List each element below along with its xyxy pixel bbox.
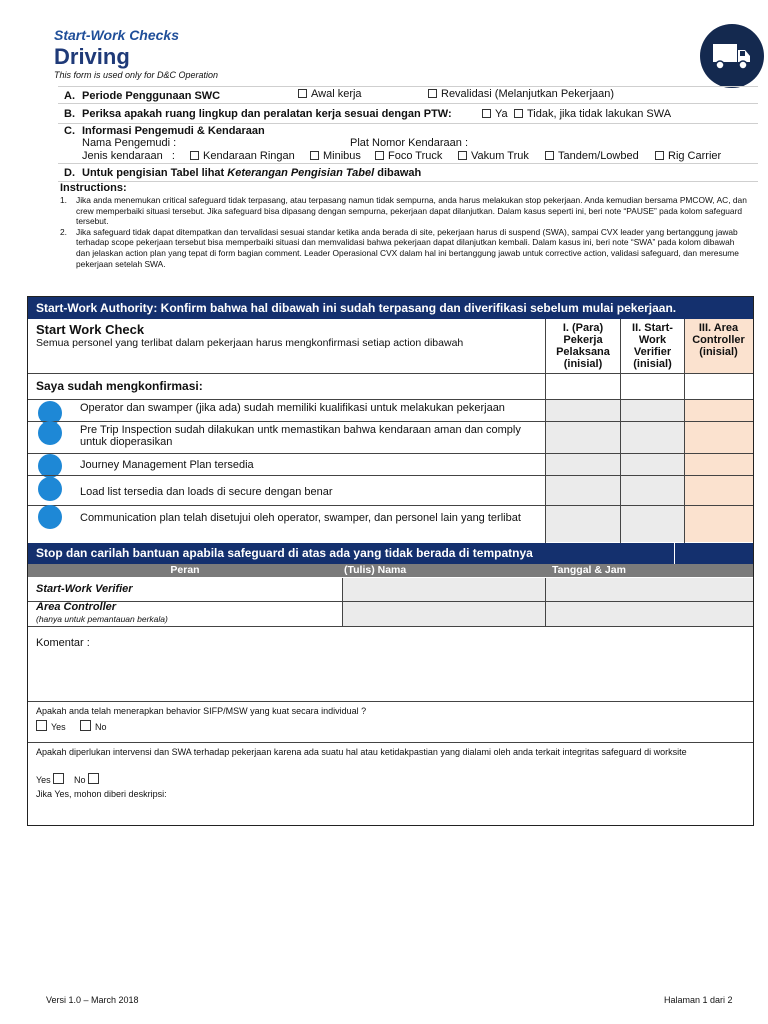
q1-yes-option[interactable]: Yes: [36, 720, 66, 732]
stop-bar: Stop dan carilah bantuan apabila safeguard di atas ada yang tidak berada di tempatnya: [28, 543, 753, 564]
page-number: Halaman 1 dari 2: [664, 995, 733, 1005]
truck-badge: [700, 24, 764, 88]
divider: [342, 578, 343, 626]
checkbox[interactable]: [310, 151, 319, 160]
section-b-label: Periksa apakah ruang lingkup dan peralatan kerja sesuai dengan PTW:: [82, 108, 452, 120]
question-sifp: Apakah anda telah menerapkan behavior SIFP/MSW yang kuat secara individual ?: [36, 706, 367, 716]
divider: [28, 742, 753, 743]
divider: [28, 421, 753, 422]
option-awal-kerja[interactable]: Awal kerja: [298, 88, 362, 100]
check-bullet-icon: [38, 421, 62, 445]
divider: [28, 626, 753, 627]
divider: [28, 373, 753, 374]
controller-role: Area Controller: [36, 601, 117, 613]
description-label: Jika Yes, mohon diberi deskripsi:: [36, 789, 167, 799]
authority-bar: Start-Work Authority: Konfirm bahwa hal dibawah ini sudah terpasang dan diverifikasi sebelum mulai pekerjaan.: [28, 297, 753, 319]
divider: [684, 319, 685, 543]
section-d: [58, 164, 758, 182]
instructions-title: Instructions:: [60, 182, 127, 194]
col-header-verifier: II. Start- Work Verifier (inisial): [632, 322, 673, 370]
start-work-check-subtitle: Semua personel yang terlibat dalam pekerjaan harus mengkonfirmasi setiap action dibawah: [36, 337, 464, 349]
version-label: Versi 1.0 – March 2018: [46, 995, 139, 1005]
section-letter: C.: [64, 125, 75, 137]
divider: [28, 505, 753, 506]
header-nama: (Tulis) Nama: [344, 564, 407, 576]
section-c-label: Informasi Pengemudi & Kendaraan: [82, 125, 265, 137]
page-title: Driving: [54, 44, 130, 69]
instructions-list: [60, 195, 750, 269]
controller-note: (hanya untuk pemantauan berkala): [36, 614, 168, 624]
description-field[interactable]: [28, 802, 753, 825]
q2-yes-option[interactable]: Yes: [36, 773, 68, 785]
section-letter: A.: [64, 90, 75, 102]
comment-field[interactable]: [28, 652, 753, 700]
divider: [545, 319, 546, 543]
checkbox[interactable]: [80, 720, 91, 731]
start-work-check-title: Start Work Check: [36, 322, 145, 337]
check-bullet-icon: [38, 505, 62, 529]
confirm-label: Saya sudah mengkonfirmasi:: [36, 379, 203, 393]
type-tandem-lowbed[interactable]: Tandem/Lowbed: [545, 150, 639, 162]
plate-number-label: Plat Nomor Kendaraan :: [350, 137, 469, 149]
check-item: Journey Management Plan tersedia: [80, 459, 254, 471]
q2-no-option[interactable]: No: [74, 773, 103, 785]
divider: [28, 453, 753, 454]
start-work-table: [27, 296, 754, 826]
type-vakum-truk[interactable]: Vakum Truk: [458, 150, 529, 162]
header-tanggal: Tanggal & Jam: [552, 564, 626, 576]
checkbox[interactable]: [458, 151, 467, 160]
driver-name-label: Nama Pengemudi :: [82, 137, 177, 149]
option-ya[interactable]: Ya: [482, 108, 508, 120]
type-foco-truck[interactable]: Foco Truck: [375, 150, 442, 162]
check-bullet-icon: [38, 477, 62, 501]
instruction-item: 2. Jika safeguard tidak dapat ditempatkan dan tervalidasi sesuai standar ketika anda berada di site, pekerjaan harus di suspend (SWA), sampai CVX leader yang bertanggung jawab terhadap scope pekerjaan tersebut bisa memperbaiki situasi dan memvalidasi bahwa pekerjaan dapat dilanjutkan kembali. Dalam kasus ini, beri note “SWA” pada kolom dibawah dan jelaskan action plan yang tepat di form bagian comment. Leader Operasional CVX dalam hal ini bertanggung jawab untuk corrective action, validasi safeguard, dan meresume pekerjaan setelah SWA.: [60, 226, 739, 269]
check-item: Operator dan swamper (jika ada) sudah memiliki kualifikasi untuk melakukan pekerjaan: [80, 402, 505, 414]
option-revalidasi[interactable]: Revalidasi (Melanjutkan Pekerjaan): [428, 88, 614, 100]
name-input-cells[interactable]: [343, 578, 545, 626]
checkbox[interactable]: [53, 773, 64, 784]
check-item: Communication plan telah disetujui oleh operator, swamper, dan personel lain yang terlibat: [80, 512, 521, 524]
checkbox[interactable]: [36, 720, 47, 731]
checkbox[interactable]: [190, 151, 199, 160]
col-header-area-controller: III. Area Controller (inisial): [692, 322, 745, 358]
check-item: Pre Trip Inspection sudah dilakukan untk memastikan bahwa kendaraan aman dan comply untuk dioperasikan: [80, 424, 521, 448]
type-minibus[interactable]: Minibus: [310, 150, 361, 162]
checkbox[interactable]: [514, 109, 523, 118]
type-rig-carrier[interactable]: Rig Carrier: [655, 150, 721, 162]
vehicle-type-label: Jenis kendaraan :: [82, 150, 175, 162]
divider: [28, 601, 753, 602]
question-swa: Apakah diperlukan intervensi dan SWA terhadap pekerjaan karena ada suatu hal atau ketidakpastian yang dialami oleh anda terkait integritas safeguard di worksite: [36, 747, 687, 757]
checkbox[interactable]: [375, 151, 384, 160]
checkbox[interactable]: [482, 109, 491, 118]
type-kendaraan-ringan[interactable]: Kendaraan Ringan: [190, 150, 295, 162]
check-item: Load list tersedia dan loads di secure dengan benar: [80, 486, 333, 498]
checkbox[interactable]: [428, 89, 437, 98]
instruction-item: 1. Jika anda menemukan critical safeguard tidak terpasang, atau terpasang namun tidak sempurna, anda harus melakukan stop pekerjaan. Anda kemudian bersama PMCOW, AC, dan crew memperbaiki situasi tersebut. Jika safeguard bisa dipasang dengan sempurna, pekerjaan dapat dilanjutkan. Dalam kasus seperti ini, beri note “PAUSE” pada kolom safeguard tersebut.: [60, 195, 747, 227]
date-time-input-cells[interactable]: [546, 578, 753, 626]
comment-label: Komentar :: [36, 637, 90, 649]
form-subtitle: Start-Work Checks: [54, 27, 180, 43]
checkbox[interactable]: [545, 151, 554, 160]
col-header-pekerja: I. (Para) Pekerja Pelaksana (inisial): [556, 322, 610, 370]
section-a-label: Periode Penggunaan SWC: [82, 90, 221, 102]
verifier-role: Start-Work Verifier: [36, 583, 133, 595]
q1-no-option[interactable]: No: [80, 720, 107, 732]
divider: [674, 543, 675, 564]
section-letter: D.: [64, 167, 75, 179]
divider: [28, 475, 753, 476]
section-letter: B.: [64, 108, 75, 120]
header-peran: Peran: [170, 564, 200, 576]
checkbox[interactable]: [298, 89, 307, 98]
checkbox[interactable]: [655, 151, 664, 160]
truck-icon: [712, 40, 752, 72]
divider: [620, 319, 621, 543]
option-tidak[interactable]: Tidak, jika tidak lakukan SWA: [514, 108, 671, 120]
section-a: [58, 86, 758, 104]
section-b: [58, 104, 758, 124]
form-note: This form is used only for D&C Operation: [54, 70, 219, 80]
section-d-label: Untuk pengisian Tabel lihat Keterangan Pengisian Tabel dibawah: [82, 167, 422, 179]
divider: [545, 578, 546, 626]
section-c: [58, 124, 758, 164]
checkbox[interactable]: [88, 773, 99, 784]
divider: [28, 701, 753, 702]
